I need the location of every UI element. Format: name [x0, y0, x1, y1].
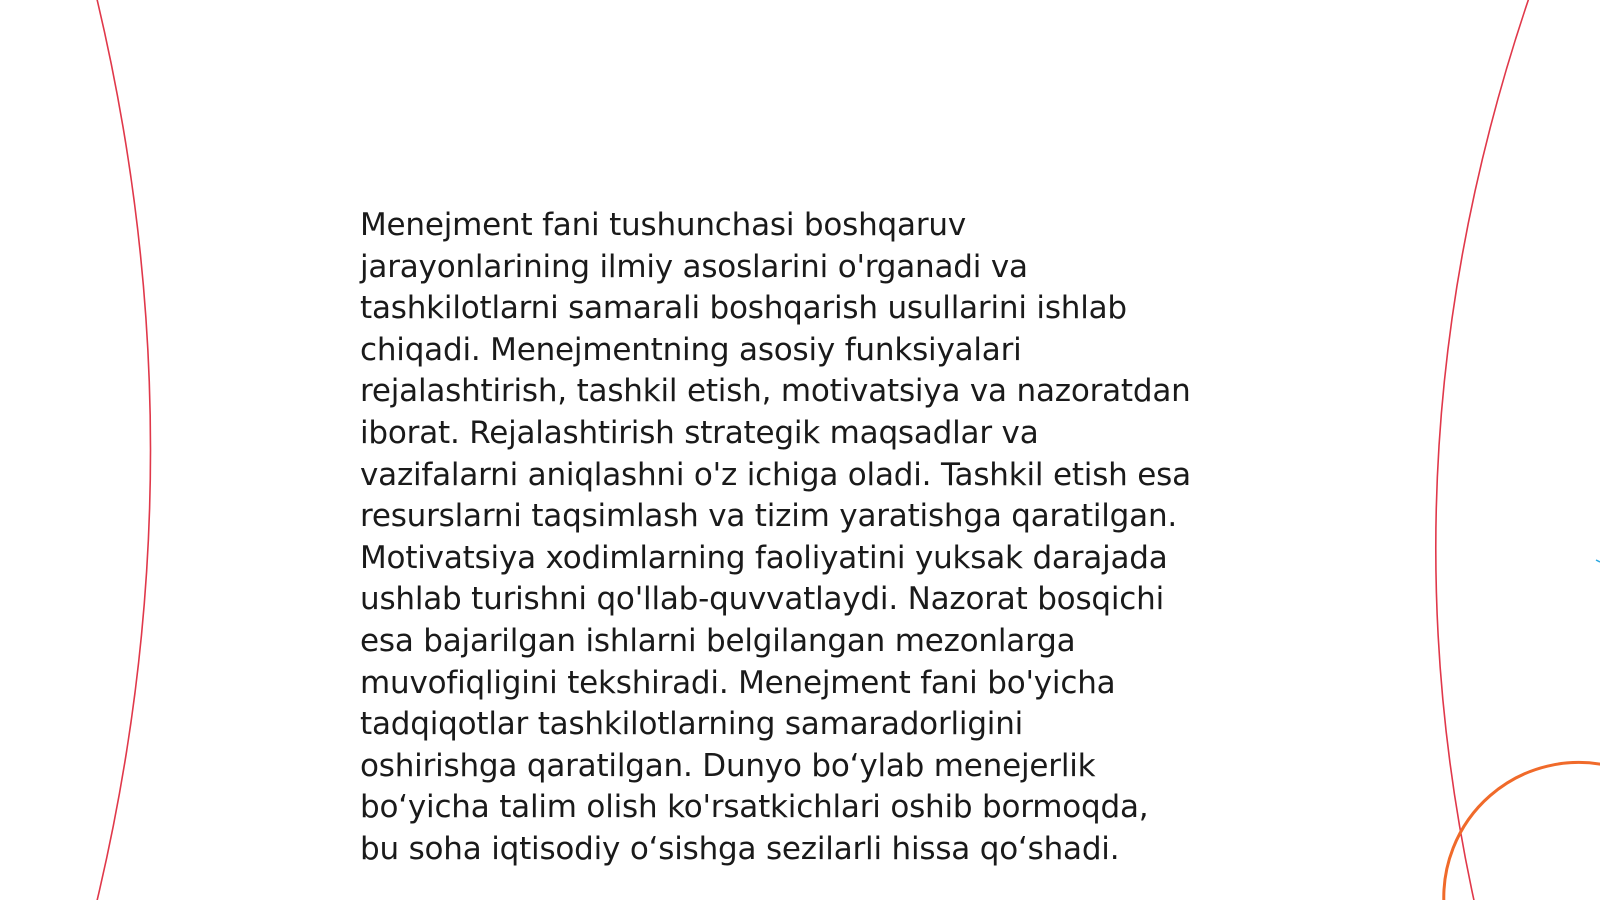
body-line: esa bajarilgan ishlarni belgilangan mezonlarga [360, 622, 1076, 659]
body-line: Menejment fani tushunchasi boshqaruv [360, 207, 966, 243]
body-line: oshirishga qaratilgan. Dunyo bo‘ylab menejerlik [360, 747, 1096, 784]
body-line: iborat. Rejalashtirish strategik maqsadlar va [360, 414, 1039, 451]
body-line: Motivatsiya xodimlarning faoliyatini yuksak darajada [360, 539, 1168, 576]
left-arc-line [96, 0, 151, 900]
corner-circle-arc [1444, 762, 1600, 900]
body-line: vazifalarni aniqlashni o'z ichiga oladi. Tashkil etish esa [360, 456, 1191, 493]
body-line: rejalashtirish, tashkil etish, motivatsiya va nazoratdan [360, 373, 1191, 410]
right-arc-line [1436, 0, 1530, 900]
body-line: tadqiqotlar tashkilotlarning samaradorligini [360, 706, 1024, 743]
edge-mark [1596, 560, 1600, 562]
body-line: chiqadi. Menejmentning asosiy funksiyalari [360, 331, 1022, 368]
body-line: resurslarni taqsimlash va tizim yaratishga qaratilgan. [360, 498, 1178, 535]
body-line: bo‘yicha talim olish ko'rsatkichlari oshib bormoqda, [360, 789, 1149, 826]
body-paragraph [360, 205, 1240, 871]
body-line: ushlab turishni qo'llab-quvvatlaydi. Nazorat bosqichi [360, 581, 1164, 618]
body-line: tashkilotlarni samarali boshqarish usullarini ishlab [360, 290, 1127, 327]
body-line: jarayonlarining ilmiy asoslarini o'rganadi va [360, 248, 1028, 285]
body-line: muvofiqligini tekshiradi. Menejment fani bo'yicha [360, 664, 1116, 701]
body-line: bu soha iqtisodiy o‘sishga sezilarli hissa qo‘shadi. [360, 830, 1120, 867]
